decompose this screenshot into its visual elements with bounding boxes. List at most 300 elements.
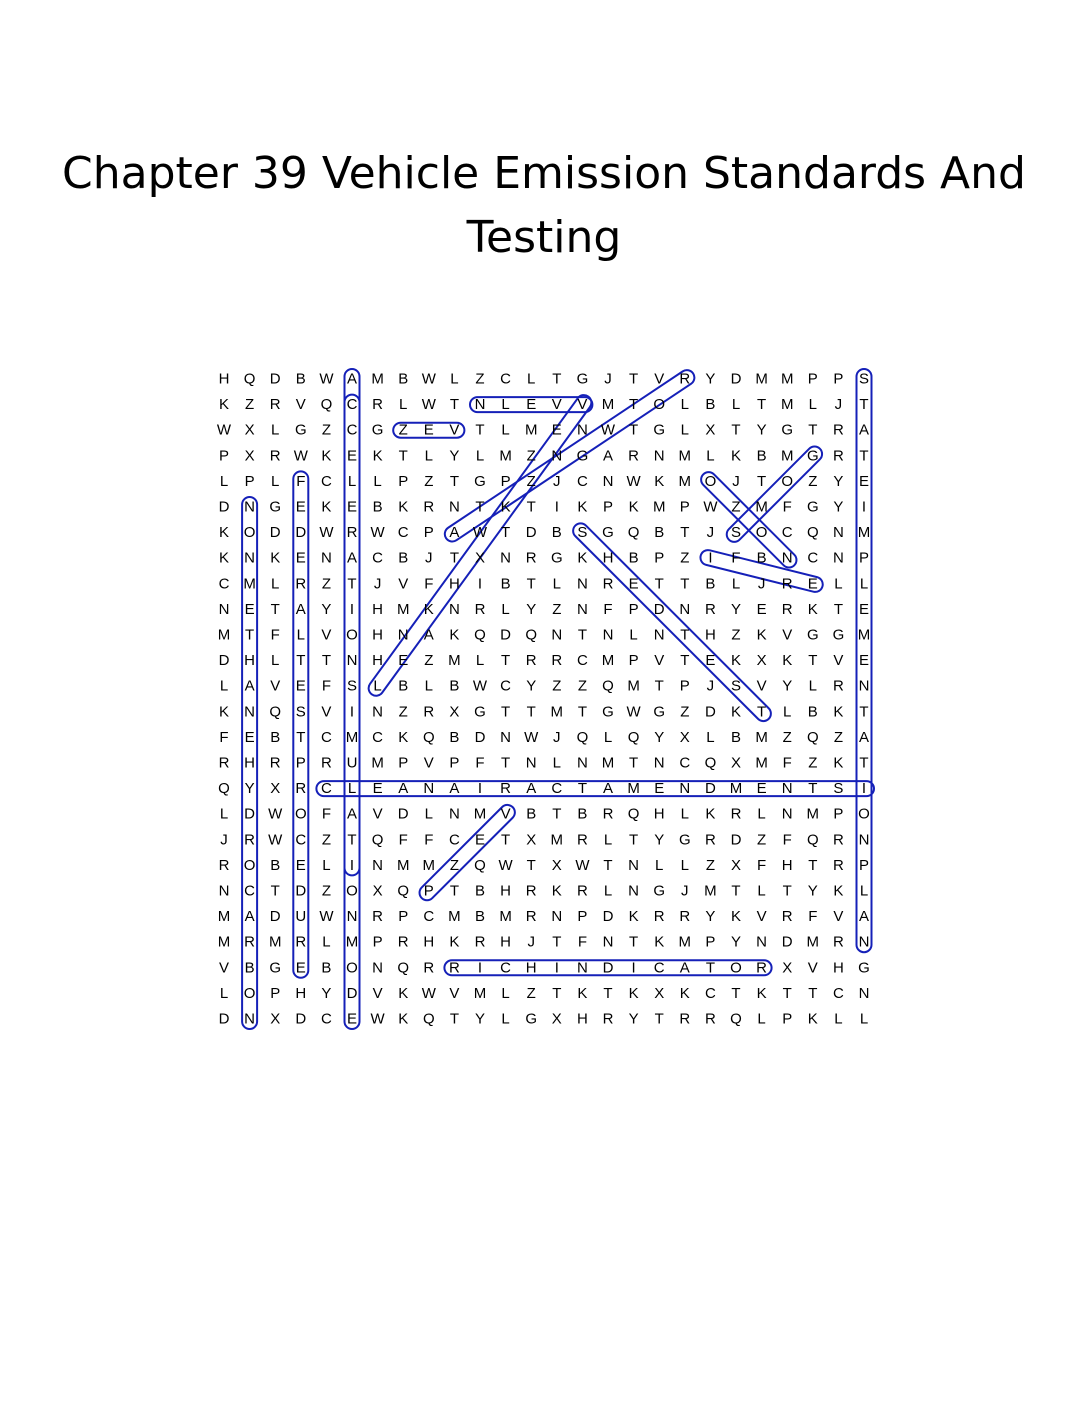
grid-letter: P [858, 549, 870, 567]
grid-letter: E [398, 652, 409, 670]
grid-letter: Z [552, 677, 562, 695]
grid-letter: L [424, 677, 433, 695]
grid-letter: N [858, 831, 870, 849]
grid-letter: H [448, 575, 460, 593]
grid-letter: Q [422, 728, 435, 746]
grid-letter: W [319, 524, 334, 542]
grid-letter: N [448, 498, 460, 516]
grid-letter: L [501, 600, 510, 618]
grid-letter: E [346, 1010, 358, 1028]
grid-letter: T [833, 600, 843, 618]
grid-letter: V [833, 652, 844, 670]
grid-letter: L [450, 370, 459, 388]
grid-letter: E [423, 421, 434, 439]
highlight-loops [242, 367, 874, 1029]
grid-letter: K [218, 549, 230, 567]
grid-letter: E [346, 498, 358, 516]
grid-letter: M [345, 728, 359, 746]
grid-letter: F [757, 856, 767, 874]
grid-letter: D [474, 728, 486, 746]
grid-letter: J [425, 549, 433, 567]
grid-letter: L [859, 575, 869, 593]
grid-letter: R [602, 575, 614, 593]
grid-letter: T [731, 421, 741, 439]
grid-letter: H [244, 652, 256, 670]
grid-letter: G [474, 472, 486, 490]
grid-letter: O [755, 524, 768, 542]
grid-letter: R [832, 831, 844, 849]
grid-letter: T [347, 831, 357, 849]
grid-letter: R [628, 447, 640, 465]
grid-letter: B [398, 370, 409, 388]
grid-letter: N [653, 626, 665, 644]
grid-letter: N [576, 421, 588, 439]
grid-letter: F [603, 600, 613, 618]
grid-letter: E [295, 959, 306, 977]
grid-letter: X [679, 728, 690, 746]
grid-letter: P [295, 754, 306, 772]
grid-letter: D [346, 984, 358, 1002]
grid-letter: Q [474, 856, 486, 874]
grid-letter: V [654, 370, 665, 388]
grid-letter: L [834, 1010, 843, 1028]
highlight-loop-shredder [570, 520, 774, 724]
grid-letter: T [449, 1010, 459, 1028]
grid-letter: T [449, 472, 459, 490]
grid-letter: N [218, 882, 230, 900]
grid-letter: Z [526, 472, 536, 490]
grid-letter: C [423, 908, 435, 926]
grid-letter: T [808, 856, 818, 874]
grid-letter: J [732, 472, 740, 490]
grid-letter: L [808, 677, 817, 695]
title-line-1: Chapter 39 Vehicle Emission Standards And [62, 148, 1026, 199]
grid-letter: H [372, 626, 384, 644]
grid-letter: K [628, 498, 639, 516]
grid-letter: M [601, 396, 615, 414]
grid-letter: J [681, 882, 689, 900]
grid-letter: M [755, 728, 768, 746]
grid-letter: L [271, 652, 280, 670]
grid-letter: T [296, 728, 306, 746]
grid-letter: Z [526, 984, 536, 1002]
grid-letter: E [346, 447, 358, 465]
grid-letter: V [423, 754, 434, 772]
grid-letter: J [220, 831, 228, 849]
grid-letter: L [424, 805, 433, 823]
grid-letter: M [217, 626, 231, 644]
grid-letter: M [550, 831, 564, 849]
grid-letter: X [474, 549, 486, 567]
grid-letter: C [372, 728, 384, 746]
grid-letter: P [449, 754, 460, 772]
grid-letter: T [808, 780, 818, 798]
grid-letter: N [551, 908, 563, 926]
grid-letter: P [500, 472, 511, 490]
grid-letter: A [398, 780, 409, 798]
grid-letter: H [372, 600, 384, 618]
grid-letter: M [473, 805, 487, 823]
grid-letter: O [704, 472, 717, 490]
grid-letter: L [859, 882, 869, 900]
grid-letter: N [218, 600, 230, 618]
grid-letter: K [628, 984, 639, 1002]
grid-letter: P [398, 908, 409, 926]
grid-letter: H [704, 626, 716, 644]
grid-letter: L [271, 421, 280, 439]
grid-letter: Z [808, 472, 818, 490]
grid-letter: O [858, 805, 870, 823]
grid-letter: N [244, 703, 256, 721]
grid-letter: B [705, 575, 716, 593]
grid-letter: C [679, 754, 691, 772]
grid-letter: X [756, 652, 767, 670]
grid-letter: L [680, 396, 689, 414]
grid-letter: T [270, 600, 280, 618]
grid-letter: N [474, 396, 486, 414]
grid-letter: D [653, 600, 665, 618]
grid-letter: E [295, 549, 306, 567]
grid-letter: R [295, 933, 307, 951]
grid-letter: A [244, 908, 255, 926]
grid-letter: D [704, 780, 716, 798]
grid-letter: R [832, 447, 844, 465]
grid-letter: Q [806, 524, 819, 542]
grid-letter: C [448, 831, 460, 849]
grid-letter: T [629, 396, 639, 414]
grid-letter: Q [320, 396, 333, 414]
grid-letter: K [218, 524, 230, 542]
grid-letter: C [551, 780, 563, 798]
grid-letter: E [654, 780, 665, 798]
grid-letter: I [861, 498, 867, 516]
grid-letter: B [551, 524, 562, 542]
grid-letter: R [269, 447, 281, 465]
grid-letter: Y [654, 831, 665, 849]
grid-letter: Y [705, 908, 716, 926]
grid-letter: P [705, 933, 716, 951]
grid-letter: L [603, 882, 613, 900]
grid-letter: Q [269, 703, 282, 721]
grid-letter: R [704, 831, 716, 849]
grid-letter: A [858, 421, 870, 439]
grid-letter: K [372, 447, 383, 465]
grid-letter: R [474, 933, 486, 951]
grid-letter: K [730, 447, 742, 465]
grid-letter: L [475, 447, 485, 465]
grid-letter: J [604, 370, 612, 388]
grid-letter: I [477, 780, 483, 798]
grid-letter: H [423, 933, 435, 951]
grid-letter: R [474, 600, 486, 618]
grid-letter: Z [577, 677, 587, 695]
grid-letter: M [448, 908, 461, 926]
grid-letter: X [551, 856, 562, 874]
grid-letter: M [473, 984, 487, 1002]
grid-letter: W [370, 1010, 385, 1028]
grid-letter: N [576, 959, 588, 977]
grid-letter: R [576, 882, 588, 900]
grid-letter: R [832, 933, 844, 951]
grid-letter: G [806, 626, 819, 644]
grid-letter: R [679, 370, 691, 388]
grid-letter: Z [526, 447, 536, 465]
grid-letter: J [757, 575, 766, 593]
grid-letter: C [807, 549, 819, 567]
grid-letter: M [678, 933, 692, 951]
grid-letter: V [654, 652, 665, 670]
grid-letter: Q [627, 524, 640, 542]
grid-letter: Q [474, 626, 486, 644]
grid-letter: T [577, 626, 587, 644]
grid-letter: Y [730, 933, 742, 951]
grid-letter: C [704, 984, 716, 1002]
grid-letter: T [680, 626, 690, 644]
grid-letter: K [218, 396, 230, 414]
grid-letter: N [602, 626, 614, 644]
grid-letter: T [347, 575, 357, 593]
grid-letter: L [347, 472, 357, 490]
grid-letter: P [833, 370, 844, 388]
grid-letter: W [498, 856, 513, 874]
grid-letter: P [270, 984, 281, 1002]
grid-letter: C [397, 524, 409, 542]
grid-letter: Y [756, 421, 767, 439]
grid-letter: D [218, 652, 230, 670]
grid-letter: S [730, 524, 742, 542]
grid-letter: B [270, 728, 281, 746]
grid-letter: S [577, 524, 588, 542]
grid-letter: C [781, 524, 793, 542]
grid-letter: R [269, 396, 281, 414]
grid-letter: Q [627, 805, 640, 823]
grid-letter: Y [782, 677, 793, 695]
grid-letter: B [449, 677, 460, 695]
grid-letter: M [704, 882, 717, 900]
grid-letter: L [680, 805, 689, 823]
grid-letter: E [295, 856, 306, 874]
grid-letter: O [243, 524, 256, 542]
grid-letter: T [654, 677, 664, 695]
grid-letter: K [321, 447, 332, 465]
grid-letter: B [372, 498, 383, 516]
grid-letter: G [653, 703, 666, 721]
grid-letter: A [858, 728, 870, 746]
grid-letter: W [703, 498, 718, 516]
grid-letter: T [552, 933, 562, 951]
grid-letter: B [705, 396, 716, 414]
grid-letter: J [553, 728, 561, 746]
grid-letter: A [346, 370, 358, 388]
grid-letter: L [808, 396, 817, 414]
grid-letter: T [449, 396, 459, 414]
grid-letter: Q [627, 728, 640, 746]
grid-letter: L [373, 677, 382, 695]
grid-letter: A [449, 780, 460, 798]
grid-letter: T [552, 805, 562, 823]
grid-letter: G [269, 498, 282, 516]
grid-letter: Q [806, 728, 819, 746]
grid-letter: A [602, 447, 614, 465]
grid-letter: K [833, 882, 844, 900]
grid-letter: I [477, 959, 483, 977]
grid-letter: N [653, 754, 665, 772]
grid-letter: G [550, 549, 563, 567]
grid-letter: R [756, 959, 768, 977]
grid-letter: P [577, 908, 588, 926]
grid-letter: G [832, 626, 845, 644]
grid-letter: P [628, 652, 639, 670]
grid-letter: G [576, 370, 589, 388]
grid-letter: L [757, 882, 766, 900]
grid-letter: Z [321, 882, 331, 900]
grid-letter: P [372, 933, 383, 951]
grid-letter: R [832, 677, 844, 695]
grid-letter: N [423, 780, 435, 798]
grid-letter: P [244, 472, 255, 490]
grid-letter: N [500, 549, 512, 567]
grid-letter: W [575, 856, 590, 874]
grid-letter: T [501, 703, 511, 721]
grid-letter: N [448, 600, 460, 618]
grid-letter: N [781, 780, 793, 798]
grid-letter: Q [371, 831, 384, 849]
grid-letter: T [526, 703, 536, 721]
grid-letter: K [218, 703, 230, 721]
grid-letter: T [296, 652, 306, 670]
grid-letter: R [218, 856, 230, 874]
grid-letter: M [755, 754, 768, 772]
grid-letter: M [371, 370, 384, 388]
grid-letter: C [500, 370, 512, 388]
grid-letter: N [679, 600, 691, 618]
grid-letter: B [398, 677, 409, 695]
grid-letter: M [627, 780, 640, 798]
grid-letter: B [321, 959, 332, 977]
grid-letter: Z [449, 856, 459, 874]
grid-letter: L [783, 703, 792, 721]
grid-letter: K [398, 498, 409, 516]
grid-letter: N [756, 933, 768, 951]
grid-letter: W [319, 370, 334, 388]
grid-letter: W [472, 524, 488, 542]
grid-letter: L [501, 396, 510, 414]
grid-letter: P [807, 370, 818, 388]
grid-letter: B [244, 959, 255, 977]
grid-letter: V [218, 959, 230, 977]
grid-letter: U [346, 754, 358, 772]
grid-letter: K [577, 549, 588, 567]
grid-letter: Y [705, 370, 716, 388]
grid-letter: G [678, 831, 691, 849]
grid-letter: X [730, 856, 742, 874]
grid-letter: F [398, 831, 408, 849]
grid-letter: T [603, 856, 613, 874]
grid-letter: V [756, 677, 767, 695]
grid-letter: J [527, 933, 535, 951]
grid-letter: R [832, 421, 844, 439]
grid-letter: R [372, 396, 384, 414]
grid-letter: R [218, 754, 230, 772]
grid-letter: L [296, 626, 305, 644]
grid-letter: T [270, 882, 280, 900]
grid-letter: L [399, 396, 408, 414]
grid-letter: Z [475, 370, 485, 388]
grid-letter: Z [424, 472, 434, 490]
grid-letter: X [705, 421, 716, 439]
grid-letter: Q [806, 831, 819, 849]
grid-letter: B [577, 805, 588, 823]
grid-letter: Z [757, 831, 767, 849]
grid-letter: Q [397, 959, 410, 977]
grid-letter: X [730, 754, 742, 772]
grid-letter: H [244, 754, 256, 772]
grid-letter: L [322, 856, 331, 874]
grid-letter: L [757, 1010, 766, 1028]
title-line-2: Testing [466, 212, 622, 263]
grid-letter: F [321, 805, 331, 823]
grid-letter: X [270, 1010, 281, 1028]
grid-letter: L [706, 728, 715, 746]
grid-letter: M [550, 703, 564, 721]
grid-letter: K [500, 498, 511, 516]
grid-letter: H [218, 370, 230, 388]
grid-letter: E [756, 780, 767, 798]
grid-letter: T [552, 984, 562, 1002]
grid-letter: K [807, 1010, 818, 1028]
grid-letter: G [602, 524, 614, 542]
grid-letter: O [653, 396, 666, 414]
grid-letter: T [526, 575, 536, 593]
grid-letter: L [552, 575, 561, 593]
grid-letter: I [554, 498, 559, 516]
grid-letter: E [858, 652, 870, 670]
grid-letter: T [449, 882, 459, 900]
grid-letter: M [371, 754, 384, 772]
grid-letter: L [859, 1010, 869, 1028]
grid-letter: L [271, 472, 280, 490]
grid-letter: T [245, 626, 255, 644]
grid-letter: W [626, 472, 641, 490]
grid-letter: E [244, 728, 255, 746]
grid-letter: H [576, 1010, 588, 1028]
grid-letter: C [576, 652, 588, 670]
grid-letter: V [449, 984, 460, 1002]
grid-letter: X [526, 831, 537, 849]
grid-letter: D [295, 524, 307, 542]
grid-letter: G [269, 959, 282, 977]
grid-letter: M [268, 933, 282, 951]
grid-letter: W [421, 396, 436, 414]
grid-letter: O [781, 472, 794, 490]
grid-letter: I [554, 959, 559, 977]
grid-letter: T [526, 498, 536, 516]
grid-letter: L [271, 575, 280, 593]
grid-letter: O [243, 856, 256, 874]
grid-letter: N [244, 498, 256, 516]
grid-letter: M [729, 780, 743, 798]
grid-letter: K [321, 498, 332, 516]
grid-letter: H [500, 882, 512, 900]
grid-letter: T [808, 421, 818, 439]
grid-letter: N [858, 984, 870, 1002]
grid-letter: T [321, 652, 331, 670]
grid-letter: E [705, 652, 716, 670]
grid-letter: Y [474, 1010, 486, 1028]
grid-letter: T [398, 447, 408, 465]
grid-letter: M [396, 856, 410, 874]
grid-letter: B [398, 549, 409, 567]
